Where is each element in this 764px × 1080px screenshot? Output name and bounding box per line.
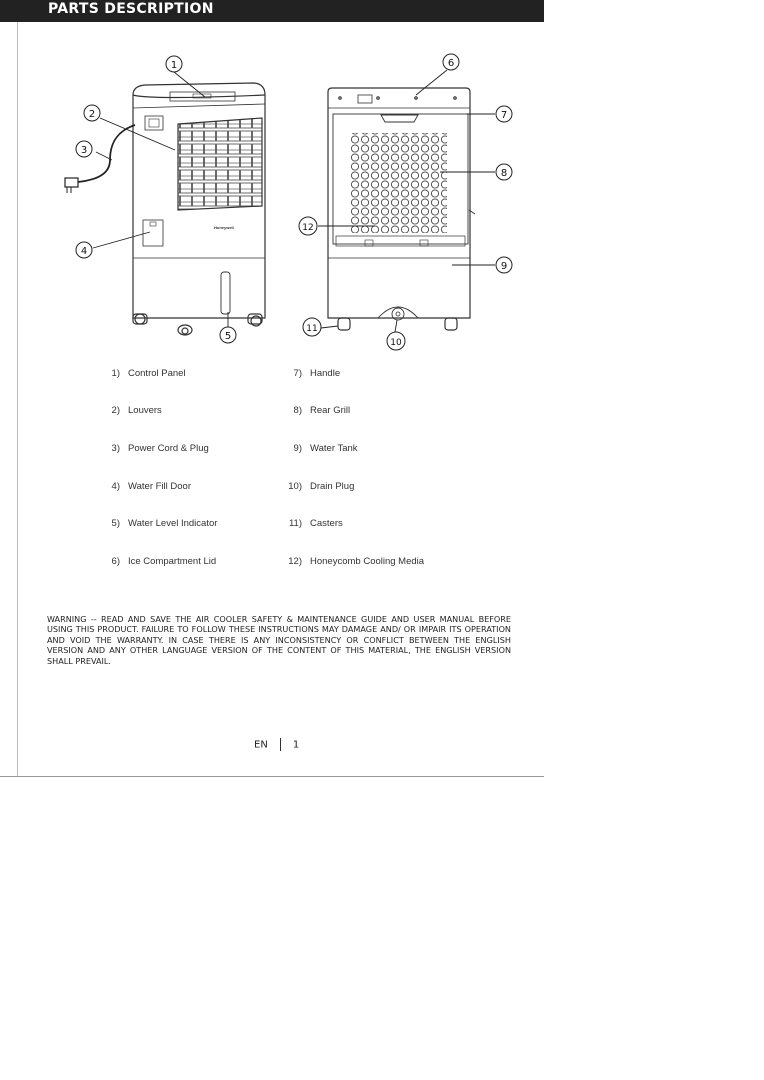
part-item-2: 2) Louvers — [111, 405, 162, 416]
part-item-10: 10) Drain Plug — [288, 481, 355, 492]
callout-8 — [496, 164, 512, 180]
part-item-1: 1) Control Panel — [111, 368, 186, 379]
part-item-9: 9) Water Tank — [293, 443, 358, 454]
svg-text:7: 7 — [500, 110, 508, 121]
callout-10 — [387, 332, 405, 350]
part-item-11: 11) Casters — [288, 518, 343, 529]
callout-9 — [496, 257, 512, 273]
callout-2 — [84, 105, 100, 121]
part-item-7: 7) Handle — [293, 368, 341, 379]
callout-11 — [303, 318, 321, 336]
part-item-12: 12) Honeycomb Cooling Media — [288, 556, 425, 567]
brand-logo: Honeywell — [214, 225, 234, 230]
part-item-8: 8) Rear Grill — [293, 405, 351, 416]
svg-text:3: 3 — [80, 145, 88, 156]
callout-5 — [220, 327, 236, 343]
part-item-3: 3) Power Cord & Plug — [111, 443, 209, 454]
svg-text:11: 11 — [306, 324, 318, 334]
svg-text:6: 6 — [447, 58, 455, 69]
callout-1 — [166, 56, 182, 72]
footer-separator — [280, 738, 281, 751]
power-cord — [65, 125, 135, 193]
rear-unit — [328, 88, 475, 330]
callout-6 — [443, 54, 459, 70]
warning-text: WARNING -- READ AND SAVE THE AIR COOLER SAFETY & MAINTENANCE GUIDE AND USER MANUAL BEFORE USING THIS PRODUCT. FAILURE TO FOLLOW THESE INSTRUCTIONS MAY DAMAGE AND/ OR IMPAIR ITS OPERATION AND VOID THE WARRANTY. IN CASE THERE IS ANY INCONSISTENCY OR CONFLICT BETWEEN THE ENGLISH VERSION AND ANY OTHER LANGUAGE VERSION OF THE CONTENT OF THIS MATERIAL, THE ENGLISH VERSION SHALL PREVAIL. — [47, 614, 511, 666]
svg-text:8: 8 — [500, 168, 508, 179]
svg-text:4: 4 — [80, 246, 88, 257]
svg-text:2: 2 — [88, 109, 96, 120]
callout-4 — [76, 242, 92, 258]
svg-text:1: 1 — [170, 60, 178, 71]
svg-text:9: 9 — [500, 261, 508, 272]
part-item-5: 5) Water Level Indicator — [111, 518, 218, 529]
page-footer — [254, 738, 299, 751]
front-unit — [133, 83, 265, 335]
svg-text:5: 5 — [224, 331, 232, 342]
page-title: PARTS DESCRIPTION — [48, 1, 214, 17]
parts-diagram — [0, 0, 544, 360]
scan-edge-bottom — [0, 776, 544, 777]
page-number: 1 — [292, 739, 300, 751]
svg-text:10: 10 — [390, 338, 402, 348]
callout-12 — [299, 217, 317, 235]
callout-3 — [76, 141, 92, 157]
language-code: EN — [254, 739, 268, 751]
part-item-6: 6) Ice Compartment Lid — [111, 556, 217, 567]
callout-7 — [496, 106, 512, 122]
svg-text:12: 12 — [302, 223, 314, 233]
part-item-4: 4) Water Fill Door — [111, 481, 191, 492]
